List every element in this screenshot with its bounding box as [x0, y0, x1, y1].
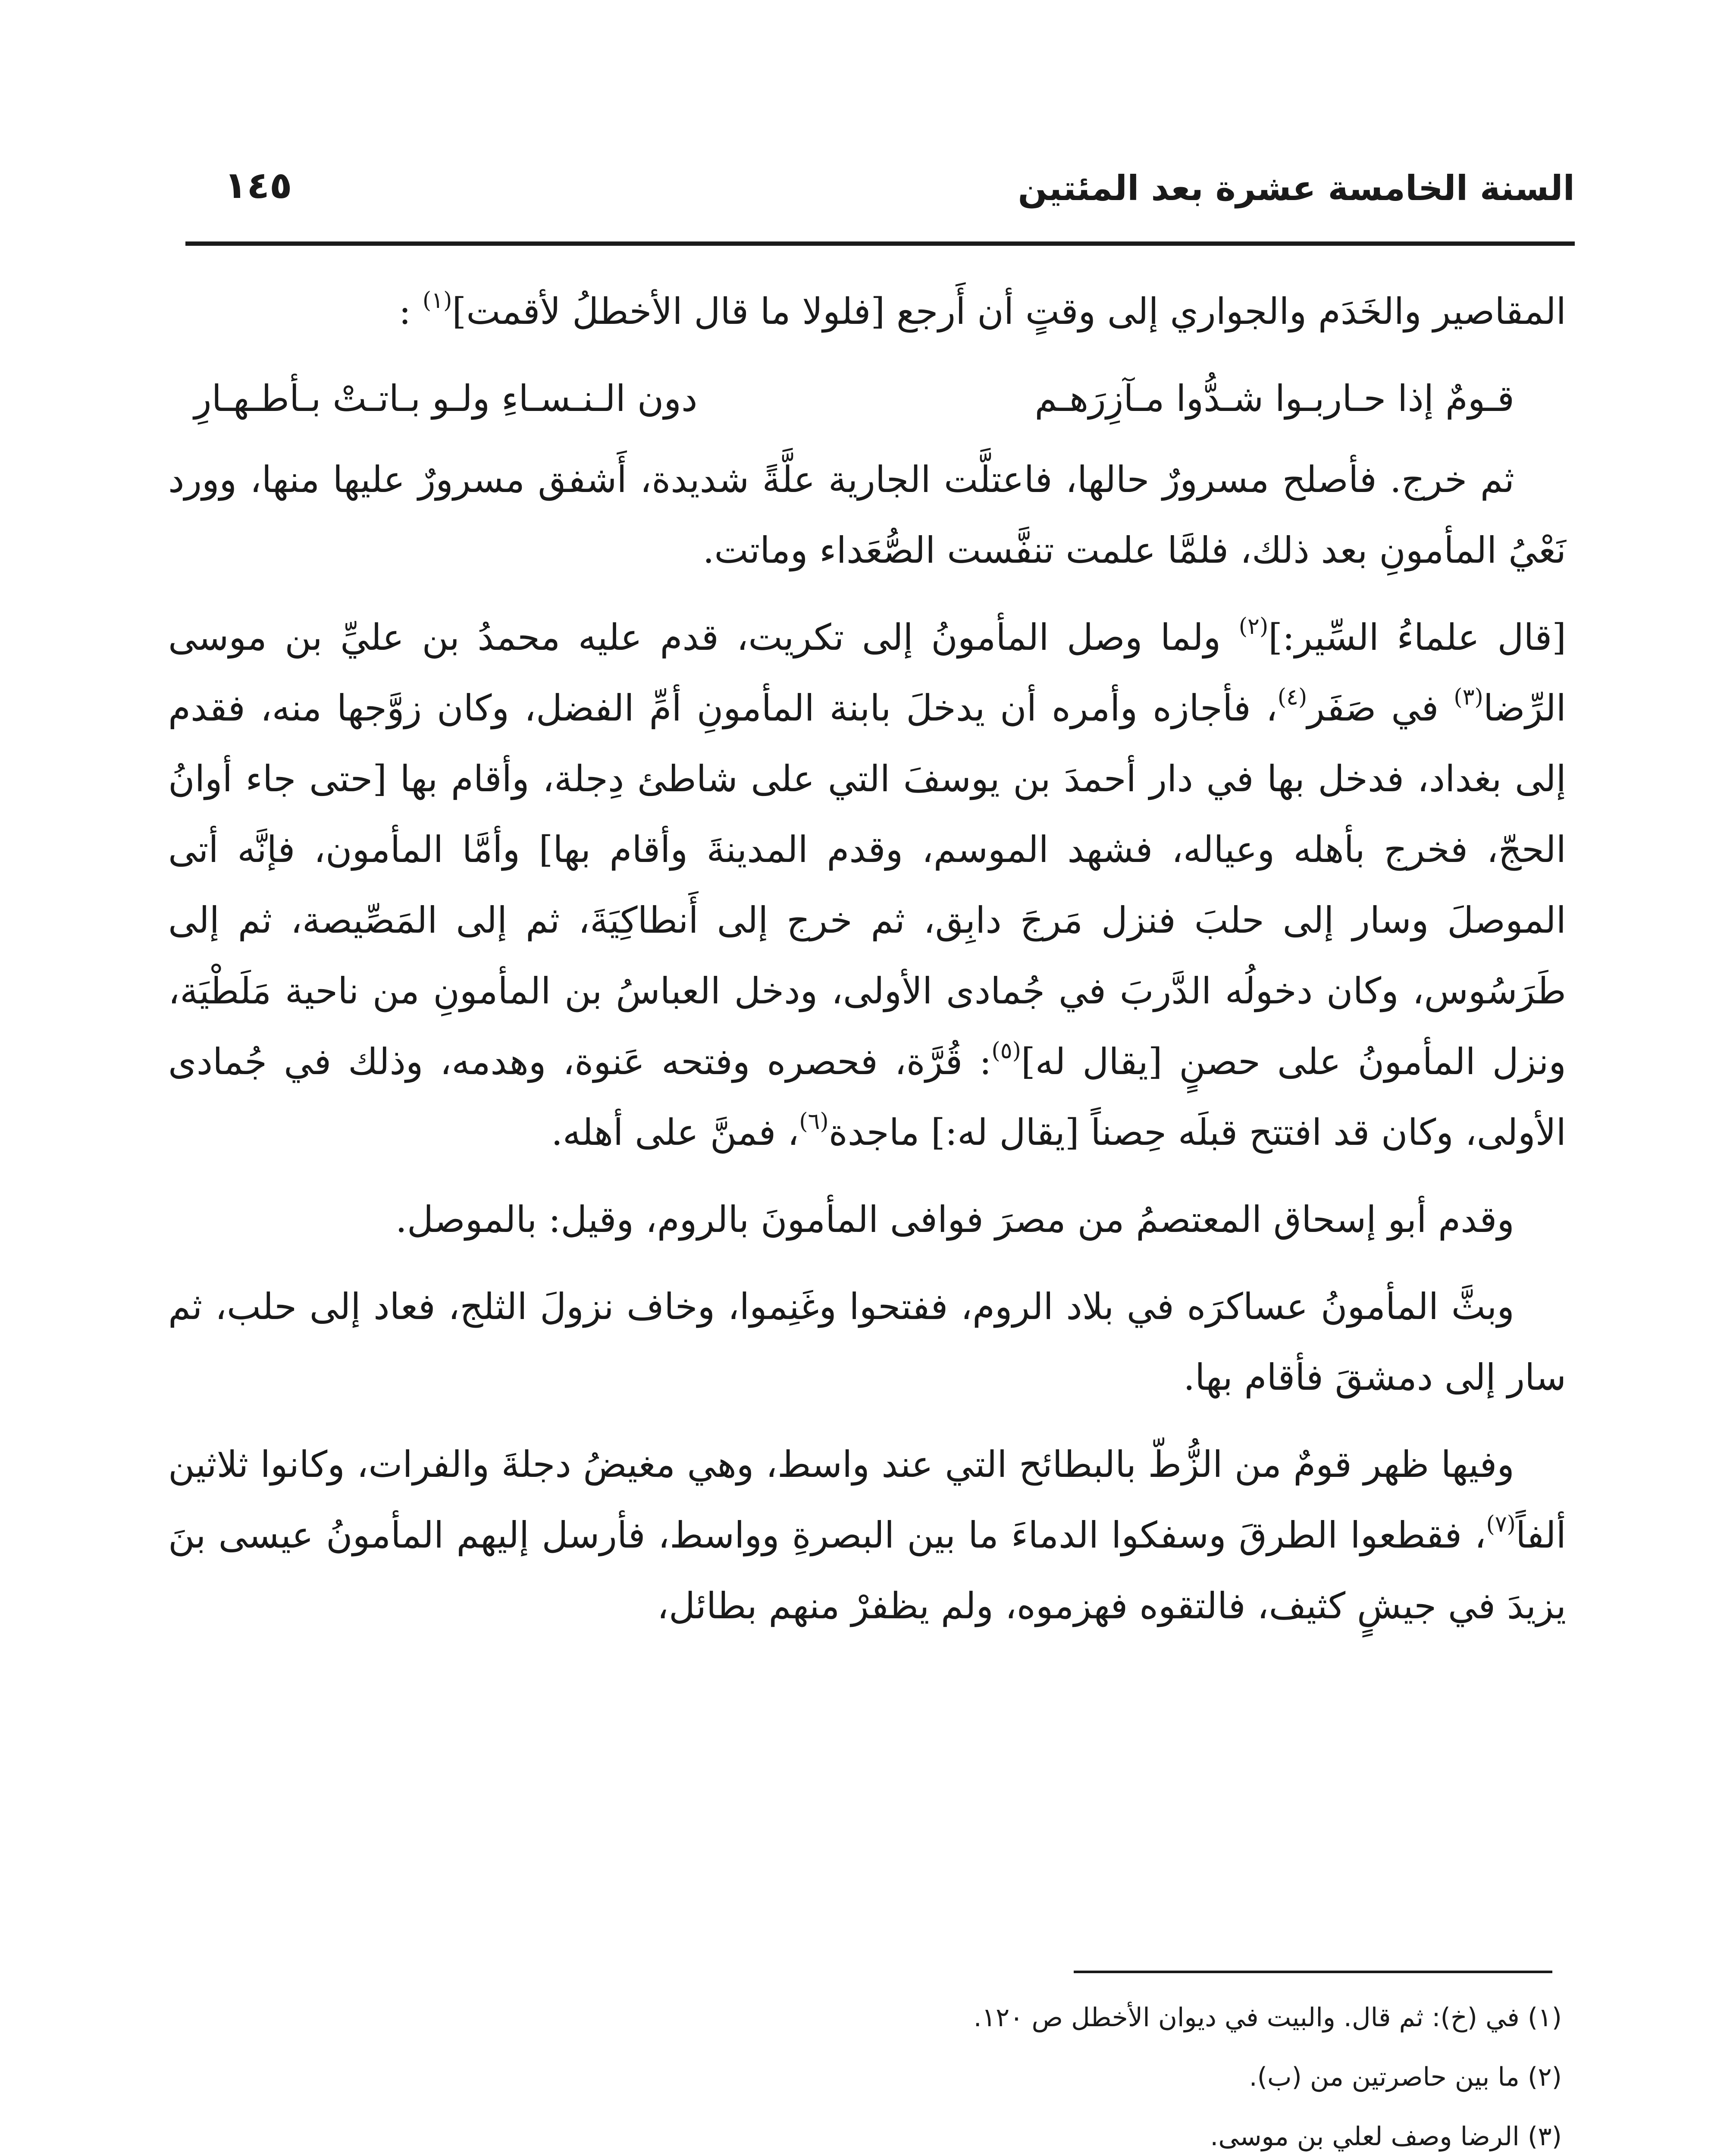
page-header — [185, 155, 1575, 220]
paragraph-text: : قُرَّة، فحصره وفتحه عَنوة، وهدمه، وذلك في جُمادى الأولى، وكان قد افتتح قبلَه حِصناً [يقال له:] ماجدة — [168, 1040, 1566, 1153]
footnote: (١) في (خ): ثم قال. والبيت في ديوان الأخطل ص ١٢٠. — [973, 2002, 1562, 2033]
footnote-marker: (٦) — [799, 1109, 829, 1134]
paragraph-text: المقاصير والخَدَم والجواري إلى وقتٍ أن أَرجع [فلولا ما قال الأخطلُ لأقمت] — [452, 290, 1566, 332]
paragraph: ثم خرج. فأصلح مسرورٌ حالها، فاعتلَّت الجارية علَّةً شديدة، أَشفق مسرورٌ عليها منها، وورد نَعْيُ المأمونِ بعد ذلك، فلمَّا علمت تنفَّست الصُّعَداء وماتت. — [168, 458, 1566, 571]
paragraph — [168, 602, 1566, 1168]
paragraph: وقدم أبو إسحاق المعتصمُ من مصرَ فوافى المأمونَ بالروم، وقيل: بالموصل. — [395, 1198, 1514, 1241]
page-number: ١٤٥ — [224, 164, 292, 207]
paragraph-text: [قال علماءُ السِّير:] — [1268, 616, 1566, 658]
footnote-marker: (٣) — [1454, 684, 1483, 710]
header-rule — [185, 241, 1575, 246]
footnotes — [388, 1988, 1562, 2156]
running-title: السنة الخامسة عشرة بعد المئتين — [1018, 168, 1575, 208]
footnote: (٢) ما بين حاصرتين من (ب). — [1249, 2062, 1562, 2092]
verse-second-hemistich: دون الـنـسـاءِ ولـو بـاتـتْ بـأطـهـارِ — [194, 377, 698, 420]
footnote-marker: (٤) — [1277, 684, 1307, 710]
main-text — [168, 276, 1566, 1658]
paragraph-text: في صَفَر — [1307, 687, 1454, 729]
paragraph-text: وفيها ظهر قومٌ من الزُّطّ بالبطائح التي عند واسط، وهي مغيضُ دجلةَ والفرات، وكانوا ثلاثين ألفاً — [168, 1443, 1566, 1556]
footnote-rule — [1074, 1971, 1552, 1973]
paragraph-text: : — [398, 290, 423, 332]
paragraph — [168, 276, 1566, 347]
paragraph-text: ، فقطعوا الطرقَ وسفكوا الدماءَ ما بين البصرةِ وواسط، فأرسل إليهم المأمونُ عيسى بنَ يزيدَ في جيشٍ كثيف، فالتقوه فهزموه، ولم يظفرْ منهم بطائل، — [168, 1514, 1566, 1627]
paragraph-text: ، فمنَّ على أهله. — [551, 1111, 799, 1153]
paragraph-text: ولما وصل المأمونُ إلى تكريت، قدم عليه محمدُ بن عليِّ بن موسى الرِّضا — [168, 616, 1566, 729]
paragraph-text: ، فأجازه وأمره أن يدخلَ بابنة المأمونِ أمِّ الفضل، وكان زوَّجها منه، فقدم إلى بغداد، فدخل بها في دار أحمدَ بن يوسفَ التي على شاطئ دِجلة، وأقام بها [حتى جاء أوانُ الحجّ، فخرج بأهله وعياله، فشهد الموسم، وقدم المدينةَ وأقام بها] وأمَّا المأمون، فإنَّه أتى الموصلَ وسار إلى حلبَ فنزل مَرجَ دابِق، ثم خرج إلى أَنطاكِيَةَ، ثم إلى المَصِّيصة، ثم إلى طَرَسُوس، وكان دخولُه الدَّربَ في جُمادى الأولى، ودخل العباسُ بن المأمونِ من ناحية مَلَطْيَة، ونزل المأمونُ على حصنٍ [يقال له] — [168, 687, 1566, 1083]
footnote-marker: (٥) — [991, 1038, 1021, 1064]
paragraph: وبثَّ المأمونُ عساكرَه في بلاد الروم، ففتحوا وغَنِموا، وخاف نزولَ الثلج، فعاد إلى حلب، ثم سار إلى دمشقَ فأقام بها. — [168, 1285, 1566, 1398]
verse-first-hemistich: قـومٌ إذا حـاربـوا شـدُّوا مـآزِرَهـم — [1034, 377, 1514, 420]
footnote-marker: (١) — [422, 288, 452, 313]
footnote-marker: (٧) — [1486, 1511, 1516, 1537]
poetry-verse — [168, 363, 1566, 434]
paragraph — [168, 1429, 1566, 1641]
footnote: (٣) الرضا وصف لعلي بن موسى. — [1210, 2122, 1562, 2152]
footnote-marker: (٢) — [1238, 614, 1269, 639]
